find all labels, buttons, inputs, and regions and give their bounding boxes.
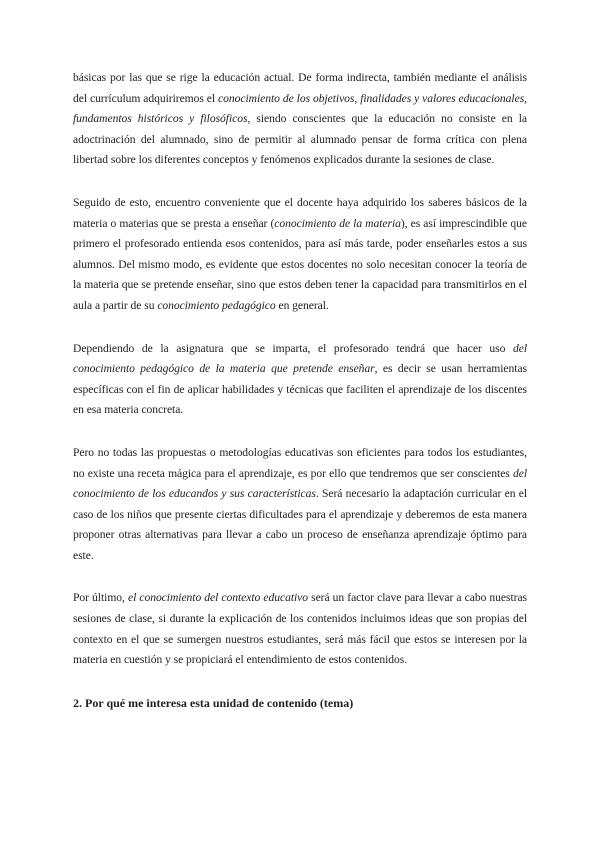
paragraph bbox=[73, 588, 527, 670]
paragraph bbox=[73, 68, 527, 171]
italic-text-segment: conocimiento pedagógico bbox=[157, 298, 276, 312]
section-heading: 2. Por qué me interesa esta unidad de contenido (tema) bbox=[73, 695, 354, 710]
text-segment: básicas por las que se rige la educación actual. De forma indirecta, también mediante el análisis del currículum adquiriremos el bbox=[73, 71, 527, 105]
document-page bbox=[73, 68, 527, 713]
text-segment: , siendo conscientes que la educación no consiste en la adoctrinación del alumnado, sino de permitir al alumnado pensar de forma crítica con plena libertad sobre los diferentes conceptos y fenómenos explicados durante la sesiones de clase. bbox=[73, 112, 527, 167]
italic-text-segment: del conocimiento pedagógico de la materia que pretende enseñar bbox=[73, 341, 527, 376]
text-segment: Dependiendo de la asignatura que se imparta, el profesorado tendrá que hacer uso bbox=[73, 341, 513, 355]
text-segment: Por último, bbox=[73, 591, 128, 605]
text-segment: será un factor clave para llevar a cabo nuestras sesiones de clase, si durante la explicación de los contenidos incluimos ideas que son propias del contexto en el que se sumergen nuestros estudiantes, será más fácil que estos se interesen por la materia en cuestión y se propiciará el entendimiento de estos contenidos. bbox=[73, 591, 528, 667]
italic-text-segment: conocimiento de la materia bbox=[274, 216, 401, 230]
paragraph bbox=[73, 193, 527, 317]
paragraph-list bbox=[73, 68, 527, 671]
italic-text-segment: el conocimiento del contexto educativo bbox=[127, 591, 309, 605]
paragraph bbox=[73, 443, 527, 567]
text-segment: ), es así imprescindible que primero el profesorado entienda esos contenidos, para así más tarde, poder enseñarles estos a sus alumnos. Del mismo modo, es evidente que estos docentes no solo necesitan conocer la teoría de la materia que se pretende enseñar, sino que estos deben tener la capacidad para transmitirlos en el aula a partir de su bbox=[73, 216, 527, 312]
text-segment: , es decir se usan herramientas específicas con el fin de aplicar habilidades y técnicas que faciliten el aprendizaje de los discentes en esa materia concreta. bbox=[73, 362, 528, 417]
italic-text-segment: conocimiento de los objetivos, finalidades y valores educacionales, fundamentos históricos y filosóficos bbox=[73, 91, 527, 126]
text-segment: Seguido de esto, encuentro conveniente que el docente haya adquirido los saberes básicos de la materia o materias que se presta a enseñar ( bbox=[73, 195, 527, 230]
paragraph bbox=[73, 339, 527, 421]
text-segment: en general. bbox=[275, 298, 329, 312]
italic-text-segment: del conocimiento de los educandos y sus características bbox=[73, 466, 527, 501]
text-segment: . Será necesario la adaptación curricular en el caso de los niños que presente ciertas dificultades para el aprendizaje y deberemos de esta manera proponer otras alternativas para llevar a cabo un proceso de enseñanza aprendizaje óptimo para este. bbox=[73, 487, 528, 562]
text-segment: Pero no todas las propuestas o metodologías educativas son eficientes para todos los estudiantes, no existe una receta mágica para el aprendizaje, es por ello que tendremos que ser conscientes bbox=[73, 445, 527, 480]
